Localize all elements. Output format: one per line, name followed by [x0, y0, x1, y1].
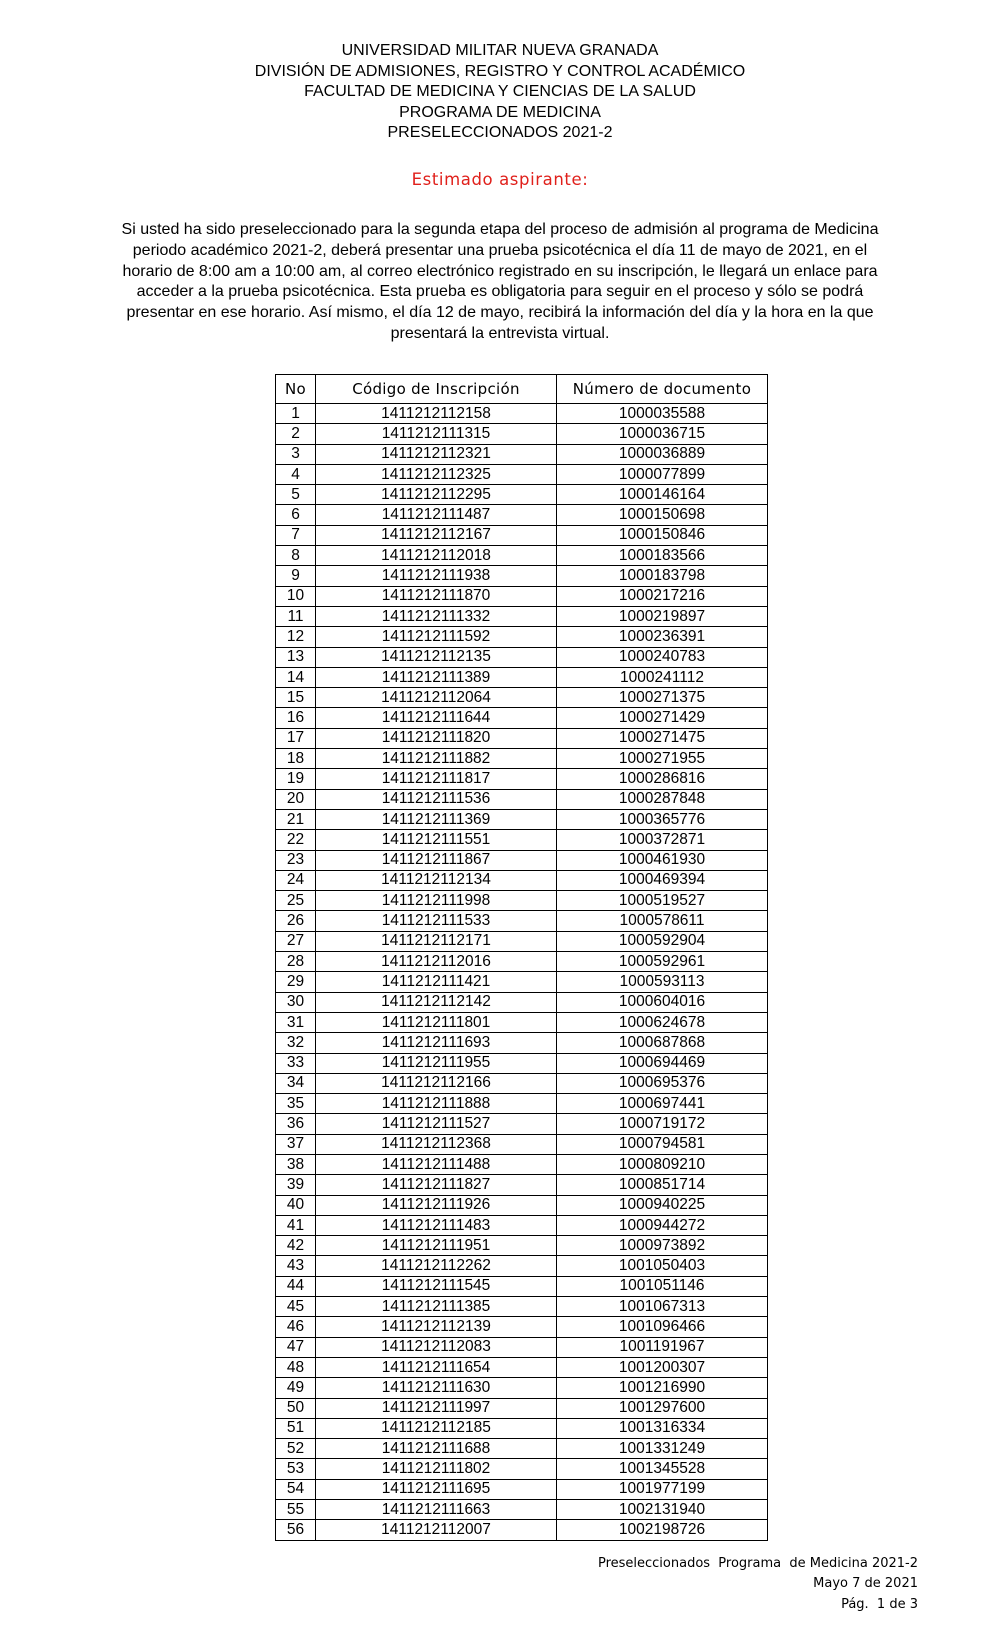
cell-document-number: 1000241112	[557, 667, 768, 687]
cell-document-number: 1000271475	[557, 728, 768, 748]
cell-registration-code: 1411212111820	[316, 728, 557, 748]
table-row	[276, 505, 768, 525]
table-row	[276, 485, 768, 505]
table-row	[276, 1276, 768, 1296]
cell-no: 30	[276, 992, 316, 1012]
cell-document-number: 1000604016	[557, 992, 768, 1012]
cell-no: 37	[276, 1134, 316, 1154]
cell-registration-code: 1411212111592	[316, 627, 557, 647]
cell-registration-code: 1411212112018	[316, 546, 557, 566]
cell-no: 40	[276, 1195, 316, 1215]
cell-document-number: 1002131940	[557, 1500, 768, 1520]
column-header-code: Código de Inscripción	[316, 375, 557, 404]
cell-document-number: 1001216990	[557, 1378, 768, 1398]
table-row	[276, 444, 768, 464]
table-row	[276, 1398, 768, 1418]
cell-no: 45	[276, 1297, 316, 1317]
cell-document-number: 1000372871	[557, 830, 768, 850]
cell-no: 14	[276, 667, 316, 687]
cell-no: 29	[276, 972, 316, 992]
cell-registration-code: 1411212112064	[316, 688, 557, 708]
cell-registration-code: 1411212111663	[316, 1500, 557, 1520]
cell-no: 41	[276, 1215, 316, 1235]
cell-registration-code: 1411212112368	[316, 1134, 557, 1154]
cell-no: 51	[276, 1418, 316, 1438]
cell-document-number: 1000036715	[557, 424, 768, 444]
cell-no: 35	[276, 1094, 316, 1114]
cell-document-number: 1000851714	[557, 1175, 768, 1195]
cell-registration-code: 1411212111551	[316, 830, 557, 850]
cell-no: 36	[276, 1114, 316, 1134]
cell-no: 32	[276, 1033, 316, 1053]
cell-no: 19	[276, 769, 316, 789]
table-row	[276, 1357, 768, 1377]
cell-registration-code: 1411212111827	[316, 1175, 557, 1195]
cell-registration-code: 1411212111389	[316, 667, 557, 687]
cell-no: 52	[276, 1439, 316, 1459]
cell-document-number: 1000077899	[557, 464, 768, 484]
cell-document-number: 1000236391	[557, 627, 768, 647]
cell-no: 17	[276, 728, 316, 748]
cell-registration-code: 1411212112142	[316, 992, 557, 1012]
table-row	[276, 931, 768, 951]
cell-registration-code: 1411212111545	[316, 1276, 557, 1296]
preselected-table	[275, 374, 768, 1541]
table-row	[276, 566, 768, 586]
cell-registration-code: 1411212112135	[316, 647, 557, 667]
table-row	[276, 809, 768, 829]
table-row	[276, 1114, 768, 1134]
cell-no: 42	[276, 1236, 316, 1256]
table-row	[276, 586, 768, 606]
table-row	[276, 1094, 768, 1114]
cell-registration-code: 1411212111369	[316, 809, 557, 829]
table-row	[276, 1520, 768, 1540]
cell-document-number: 1000035588	[557, 404, 768, 424]
cell-no: 43	[276, 1256, 316, 1276]
cell-registration-code: 1411212111802	[316, 1459, 557, 1479]
program-name: PROGRAMA DE MEDICINA	[399, 103, 601, 121]
cell-registration-code: 1411212111488	[316, 1154, 557, 1174]
cell-document-number: 1000687868	[557, 1033, 768, 1053]
cell-document-number: 1000593113	[557, 972, 768, 992]
cell-registration-code: 1411212111997	[316, 1398, 557, 1418]
cell-document-number: 1001050403	[557, 1256, 768, 1276]
table-row	[276, 1459, 768, 1479]
cell-document-number: 1000240783	[557, 647, 768, 667]
table-row	[276, 992, 768, 1012]
cell-no: 38	[276, 1154, 316, 1174]
cell-no: 46	[276, 1317, 316, 1337]
cell-document-number: 1000183798	[557, 566, 768, 586]
table-row	[276, 1134, 768, 1154]
footer-date: Mayo 7 de 2021	[813, 1576, 918, 1592]
document-header	[0, 41, 1000, 144]
page-footer	[598, 1554, 918, 1615]
cell-no: 9	[276, 566, 316, 586]
cell-registration-code: 1411212112016	[316, 952, 557, 972]
table-row	[276, 830, 768, 850]
cell-document-number: 1000624678	[557, 1012, 768, 1032]
cell-registration-code: 1411212111487	[316, 505, 557, 525]
table-row	[276, 1012, 768, 1032]
table-row	[276, 546, 768, 566]
table-row	[276, 1297, 768, 1317]
cell-registration-code: 1411212111693	[316, 1033, 557, 1053]
cell-document-number: 1000150846	[557, 525, 768, 545]
cell-registration-code: 1411212111630	[316, 1378, 557, 1398]
cell-document-number: 1000695376	[557, 1073, 768, 1093]
cell-no: 21	[276, 809, 316, 829]
cell-document-number: 1000944272	[557, 1215, 768, 1235]
cell-registration-code: 1411212111654	[316, 1357, 557, 1377]
cell-no: 12	[276, 627, 316, 647]
cell-registration-code: 1411212111527	[316, 1114, 557, 1134]
cell-document-number: 1000271955	[557, 749, 768, 769]
table-row	[276, 647, 768, 667]
cell-no: 48	[276, 1357, 316, 1377]
cell-registration-code: 1411212111483	[316, 1215, 557, 1235]
cell-registration-code: 1411212112325	[316, 464, 557, 484]
cell-document-number: 1000146164	[557, 485, 768, 505]
table-row	[276, 1053, 768, 1073]
table-row	[276, 525, 768, 545]
table-row	[276, 952, 768, 972]
cell-no: 16	[276, 708, 316, 728]
cell-no: 31	[276, 1012, 316, 1032]
table-row	[276, 728, 768, 748]
cell-registration-code: 1411212112185	[316, 1418, 557, 1438]
document-title: PRESELECCIONADOS 2021-2	[387, 124, 613, 141]
cell-registration-code: 1411212111801	[316, 1012, 557, 1032]
cell-registration-code: 1411212111421	[316, 972, 557, 992]
cell-document-number: 1000940225	[557, 1195, 768, 1215]
table-row	[276, 688, 768, 708]
cell-document-number: 1001067313	[557, 1297, 768, 1317]
table-row	[276, 708, 768, 728]
cell-registration-code: 1411212111688	[316, 1439, 557, 1459]
cell-document-number: 1001200307	[557, 1357, 768, 1377]
cell-no: 47	[276, 1337, 316, 1357]
cell-document-number: 1000271375	[557, 688, 768, 708]
cell-document-number: 1001977199	[557, 1479, 768, 1499]
cell-registration-code: 1411212111926	[316, 1195, 557, 1215]
cell-document-number: 1000183566	[557, 546, 768, 566]
cell-registration-code: 1411212111385	[316, 1297, 557, 1317]
table-row	[276, 1154, 768, 1174]
cell-no: 4	[276, 464, 316, 484]
table-row	[276, 1337, 768, 1357]
cell-no: 26	[276, 911, 316, 931]
cell-no: 24	[276, 870, 316, 890]
cell-document-number: 1000219897	[557, 606, 768, 626]
cell-document-number: 1000973892	[557, 1236, 768, 1256]
cell-document-number: 1000809210	[557, 1154, 768, 1174]
table-row	[276, 1479, 768, 1499]
cell-registration-code: 1411212111332	[316, 606, 557, 626]
table-row	[276, 769, 768, 789]
cell-document-number: 1000592961	[557, 952, 768, 972]
cell-no: 49	[276, 1378, 316, 1398]
table-row	[276, 1256, 768, 1276]
cell-registration-code: 1411212111644	[316, 708, 557, 728]
cell-no: 33	[276, 1053, 316, 1073]
cell-registration-code: 1411212111951	[316, 1236, 557, 1256]
cell-registration-code: 1411212111882	[316, 749, 557, 769]
cell-document-number: 1000592904	[557, 931, 768, 951]
column-header-document: Número de documento	[557, 375, 768, 404]
cell-no: 6	[276, 505, 316, 525]
cell-registration-code: 1411212112134	[316, 870, 557, 890]
cell-document-number: 1000287848	[557, 789, 768, 809]
cell-no: 10	[276, 586, 316, 606]
cell-document-number: 1000217216	[557, 586, 768, 606]
cell-registration-code: 1411212112295	[316, 485, 557, 505]
table-row	[276, 424, 768, 444]
cell-document-number: 1001345528	[557, 1459, 768, 1479]
cell-registration-code: 1411212112167	[316, 525, 557, 545]
cell-document-number: 1000719172	[557, 1114, 768, 1134]
cell-document-number: 1000150698	[557, 505, 768, 525]
cell-no: 28	[276, 952, 316, 972]
cell-registration-code: 1411212112007	[316, 1520, 557, 1540]
table-row	[276, 972, 768, 992]
cell-registration-code: 1411212111695	[316, 1479, 557, 1499]
cell-no: 20	[276, 789, 316, 809]
cell-no: 50	[276, 1398, 316, 1418]
cell-no: 2	[276, 424, 316, 444]
table-header-row	[276, 375, 768, 404]
division-name: DIVISIÓN DE ADMISIONES, REGISTRO Y CONTROL ACADÉMICO	[254, 62, 746, 80]
table-row	[276, 911, 768, 931]
table-row	[276, 1418, 768, 1438]
cell-no: 13	[276, 647, 316, 667]
cell-no: 8	[276, 546, 316, 566]
cell-registration-code: 1411212112158	[316, 404, 557, 424]
cell-document-number: 1000469394	[557, 870, 768, 890]
cell-no: 55	[276, 1500, 316, 1520]
cell-registration-code: 1411212112171	[316, 931, 557, 951]
table-row	[276, 1195, 768, 1215]
cell-registration-code: 1411212111315	[316, 424, 557, 444]
table-row	[276, 1317, 768, 1337]
table-row	[276, 404, 768, 424]
table-row	[276, 870, 768, 890]
table-row	[276, 1439, 768, 1459]
cell-document-number: 1000794581	[557, 1134, 768, 1154]
footer-page-number: Pág. 1 de 3	[841, 1596, 918, 1612]
cell-no: 25	[276, 891, 316, 911]
cell-registration-code: 1411212111867	[316, 850, 557, 870]
cell-document-number: 1002198726	[557, 1520, 768, 1540]
cell-document-number: 1000578611	[557, 911, 768, 931]
cell-document-number: 1000697441	[557, 1094, 768, 1114]
table-row	[276, 627, 768, 647]
cell-no: 7	[276, 525, 316, 545]
table-row	[276, 464, 768, 484]
cell-document-number: 1000365776	[557, 809, 768, 829]
table-row	[276, 1175, 768, 1195]
table-row	[276, 1378, 768, 1398]
cell-document-number: 1001331249	[557, 1439, 768, 1459]
cell-no: 27	[276, 931, 316, 951]
table-row	[276, 1236, 768, 1256]
cell-registration-code: 1411212112321	[316, 444, 557, 464]
cell-registration-code: 1411212111817	[316, 769, 557, 789]
cell-registration-code: 1411212111870	[316, 586, 557, 606]
cell-document-number: 1000286816	[557, 769, 768, 789]
cell-document-number: 1000519527	[557, 891, 768, 911]
cell-document-number: 1000271429	[557, 708, 768, 728]
cell-document-number: 1001316334	[557, 1418, 768, 1438]
cell-document-number: 1001297600	[557, 1398, 768, 1418]
cell-no: 39	[276, 1175, 316, 1195]
cell-no: 44	[276, 1276, 316, 1296]
table-row	[276, 789, 768, 809]
cell-no: 18	[276, 749, 316, 769]
cell-no: 56	[276, 1520, 316, 1540]
faculty-name: FACULTAD DE MEDICINA Y CIENCIAS DE LA SALUD	[304, 83, 696, 100]
cell-no: 1	[276, 404, 316, 424]
table-row	[276, 1215, 768, 1235]
column-header-no: No	[276, 375, 316, 404]
cell-document-number: 1000461930	[557, 850, 768, 870]
cell-document-number: 1001096466	[557, 1317, 768, 1337]
greeting: Estimado aspirante:	[411, 170, 589, 189]
cell-registration-code: 1411212112166	[316, 1073, 557, 1093]
cell-registration-code: 1411212112262	[316, 1256, 557, 1276]
cell-registration-code: 1411212111938	[316, 566, 557, 586]
cell-registration-code: 1411212111955	[316, 1053, 557, 1073]
table-row	[276, 1073, 768, 1093]
cell-registration-code: 1411212111888	[316, 1094, 557, 1114]
cell-no: 23	[276, 850, 316, 870]
cell-no: 3	[276, 444, 316, 464]
table-row	[276, 606, 768, 626]
table-row	[276, 749, 768, 769]
cell-no: 54	[276, 1479, 316, 1499]
cell-document-number: 1001191967	[557, 1337, 768, 1357]
cell-no: 15	[276, 688, 316, 708]
table-row	[276, 667, 768, 687]
table-row	[276, 1500, 768, 1520]
cell-no: 5	[276, 485, 316, 505]
cell-no: 22	[276, 830, 316, 850]
table-row	[276, 850, 768, 870]
table-body	[276, 404, 768, 1541]
cell-document-number: 1000036889	[557, 444, 768, 464]
cell-registration-code: 1411212111533	[316, 911, 557, 931]
table-row	[276, 1033, 768, 1053]
table-row	[276, 891, 768, 911]
cell-registration-code: 1411212112139	[316, 1317, 557, 1337]
footer-doc-title: Preseleccionados Programa de Medicina 2021-2	[597, 1556, 918, 1571]
university-name: UNIVERSIDAD MILITAR NUEVA GRANADA	[341, 42, 659, 59]
cell-registration-code: 1411212111998	[316, 891, 557, 911]
intro-paragraph: Si usted ha sido preseleccionado para la segunda etapa del proceso de admisión al programa de Medicina periodo académico 2021-2, deberá presentar una prueba psicotécnica el día 11 de mayo de 2021, en el horario de 8:00 am a 10:00 am, al correo electrónico registrado en su inscripción, le llegará un enlace para acceder a la prueba psicotécnica. Esta prueba es obligatoria para seguir en el proceso y sólo se podrá presentar en ese horario. Así mismo, el día 12 de mayo, recibirá la información del día y la hora en la que presentará la entrevista virtual.	[121, 221, 879, 342]
cell-document-number: 1000694469	[557, 1053, 768, 1073]
cell-no: 34	[276, 1073, 316, 1093]
cell-registration-code: 1411212111536	[316, 789, 557, 809]
cell-no: 11	[276, 606, 316, 626]
cell-registration-code: 1411212112083	[316, 1337, 557, 1357]
cell-document-number: 1001051146	[557, 1276, 768, 1296]
cell-no: 53	[276, 1459, 316, 1479]
